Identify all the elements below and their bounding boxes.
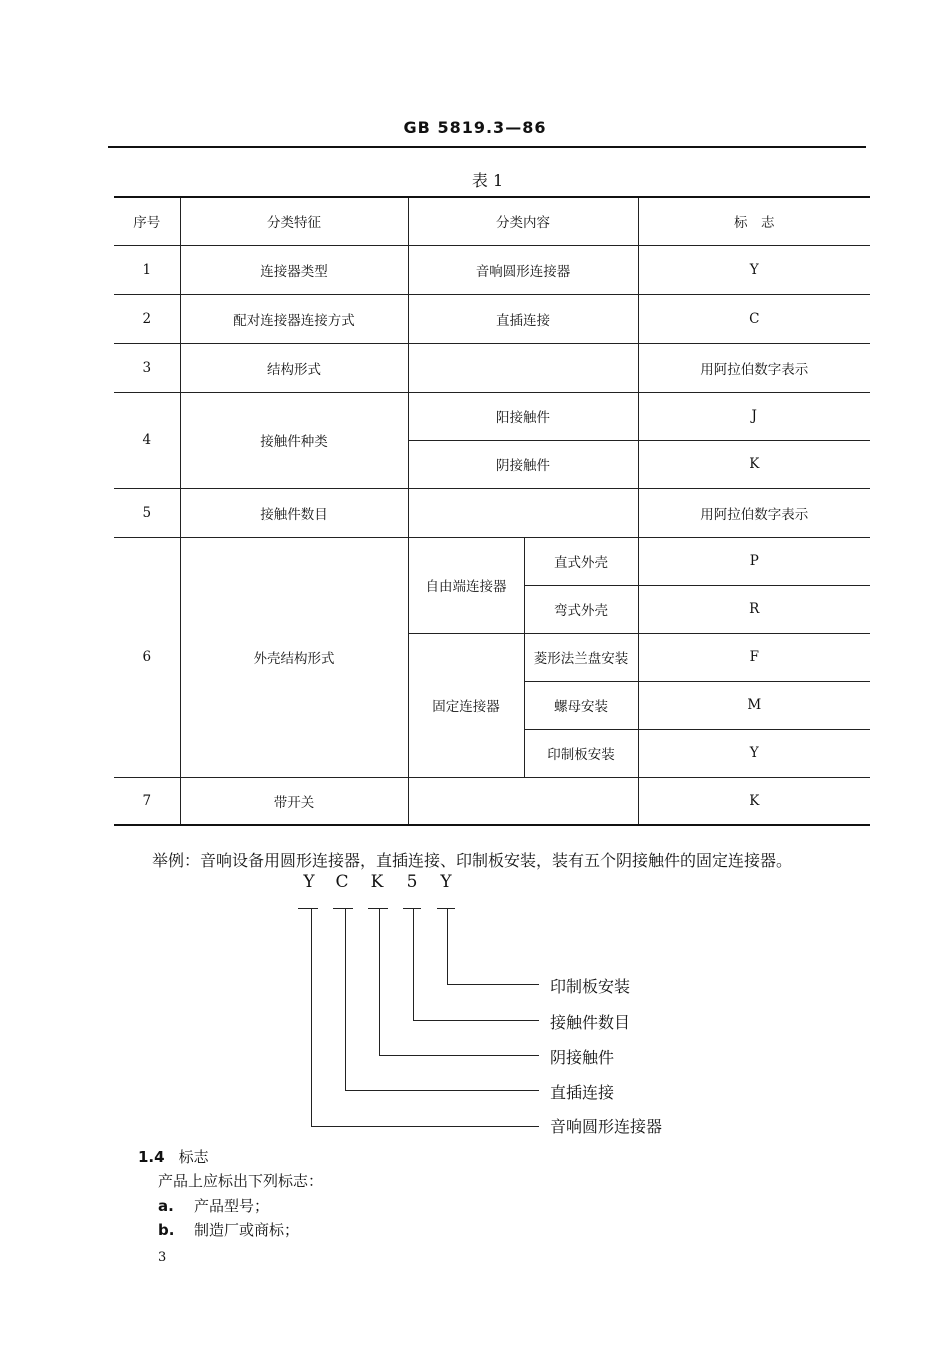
code-tick: [333, 908, 353, 909]
row-feature: 接触件数目: [180, 488, 408, 537]
row-content: 直式外壳: [524, 537, 638, 585]
leader-vertical: [413, 908, 414, 1020]
header-content: 分类内容: [408, 197, 638, 245]
header-mark: 标 志: [638, 197, 870, 245]
code-letter: C: [335, 872, 349, 892]
list-item-text: 产品型号；: [194, 1197, 270, 1215]
table-header-row: [114, 197, 870, 245]
row-mark: Y: [638, 245, 870, 294]
code-legend-label: 印制板安装: [550, 977, 631, 996]
row-content: [408, 343, 638, 392]
row-feature: 配对连接器连接方式: [180, 294, 408, 343]
leader-vertical: [311, 908, 312, 1126]
row-mark: K: [638, 777, 870, 825]
section-heading: [138, 1146, 209, 1167]
row-feature: 带开关: [180, 777, 408, 825]
list-item: [158, 1195, 269, 1216]
section-intro: 产品上应标出下列标志：: [158, 1172, 324, 1190]
code-tick: [298, 908, 318, 909]
code-legend-label: 音响圆形连接器: [550, 1117, 663, 1136]
row-mark: P: [638, 537, 870, 585]
row-mark: K: [638, 440, 870, 488]
code-letter: 5: [406, 872, 418, 892]
section-title: 标志: [178, 1148, 209, 1166]
leader-vertical: [345, 908, 346, 1090]
subgroup-free: 自由端连接器: [408, 537, 524, 633]
code-legend-label: 接触件数目: [550, 1013, 631, 1032]
row-content: 螺母安装: [524, 681, 638, 729]
row-mark: C: [638, 294, 870, 343]
row-mark: R: [638, 585, 870, 633]
row-no: 6: [114, 537, 180, 777]
row-content: 阴接触件: [408, 440, 638, 488]
list-item: [158, 1219, 299, 1240]
table-row: [114, 294, 870, 343]
row-no: 3: [114, 343, 180, 392]
classification-table: [114, 196, 870, 826]
row-content: 菱形法兰盘安装: [524, 633, 638, 681]
leader-horizontal: [413, 1020, 539, 1021]
list-item-letter: b.: [158, 1221, 175, 1239]
row-mark: M: [638, 681, 870, 729]
page-number: 3: [158, 1250, 167, 1265]
table-row: [114, 488, 870, 537]
header-rule: [108, 146, 866, 148]
header-no: 序号: [114, 197, 180, 245]
row-no: 1: [114, 245, 180, 294]
leader-horizontal: [379, 1055, 539, 1056]
row-content: [408, 488, 638, 537]
row-no: 7: [114, 777, 180, 825]
table-row: [114, 245, 870, 294]
row-mark: 用阿拉伯数字表示: [638, 343, 870, 392]
row-mark: F: [638, 633, 870, 681]
subgroup-fixed: 固定连接器: [408, 633, 524, 777]
leader-horizontal: [345, 1090, 539, 1091]
row-no: 5: [114, 488, 180, 537]
row-mark: J: [638, 392, 870, 440]
table-row: [114, 777, 870, 825]
example-text: 举例：音响设备用圆形连接器，直插连接、印制板安装，装有五个阴接触件的固定连接器。: [152, 851, 793, 870]
list-item-letter: a.: [158, 1197, 174, 1215]
row-no: 2: [114, 294, 180, 343]
row-content: 音响圆形连接器: [408, 245, 638, 294]
code-legend-label: 直插连接: [550, 1083, 615, 1102]
code-letter: Y: [303, 872, 315, 892]
table-caption: 表 1: [471, 171, 504, 190]
row-mark: 用阿拉伯数字表示: [638, 488, 870, 537]
code-tick: [437, 908, 455, 909]
row-feature: 接触件种类: [180, 392, 408, 488]
header-feature: 分类特征: [180, 197, 408, 245]
leader-horizontal: [447, 984, 539, 985]
row-feature: 结构形式: [180, 343, 408, 392]
leader-horizontal: [311, 1126, 539, 1127]
row-content: 直插连接: [408, 294, 638, 343]
row-content: 弯式外壳: [524, 585, 638, 633]
leader-vertical: [447, 908, 448, 984]
row-no: 4: [114, 392, 180, 488]
table-row: [114, 392, 870, 440]
section-number: 1.4: [138, 1148, 165, 1166]
row-mark: Y: [638, 729, 870, 777]
code-letter: K: [370, 872, 384, 892]
row-feature: 外壳结构形式: [180, 537, 408, 777]
standard-code: GB 5819.3—86: [403, 118, 547, 137]
code-legend-label: 阴接触件: [550, 1048, 615, 1067]
code-letter: Y: [440, 872, 452, 892]
table-row: [114, 537, 870, 585]
code-tick: [368, 908, 388, 909]
row-content: [408, 777, 638, 825]
table-row: [114, 343, 870, 392]
row-feature: 连接器类型: [180, 245, 408, 294]
row-content: 印制板安装: [524, 729, 638, 777]
leader-vertical: [379, 908, 380, 1055]
list-item-text: 制造厂或商标；: [194, 1221, 300, 1239]
row-content: 阳接触件: [408, 392, 638, 440]
code-tick: [403, 908, 421, 909]
